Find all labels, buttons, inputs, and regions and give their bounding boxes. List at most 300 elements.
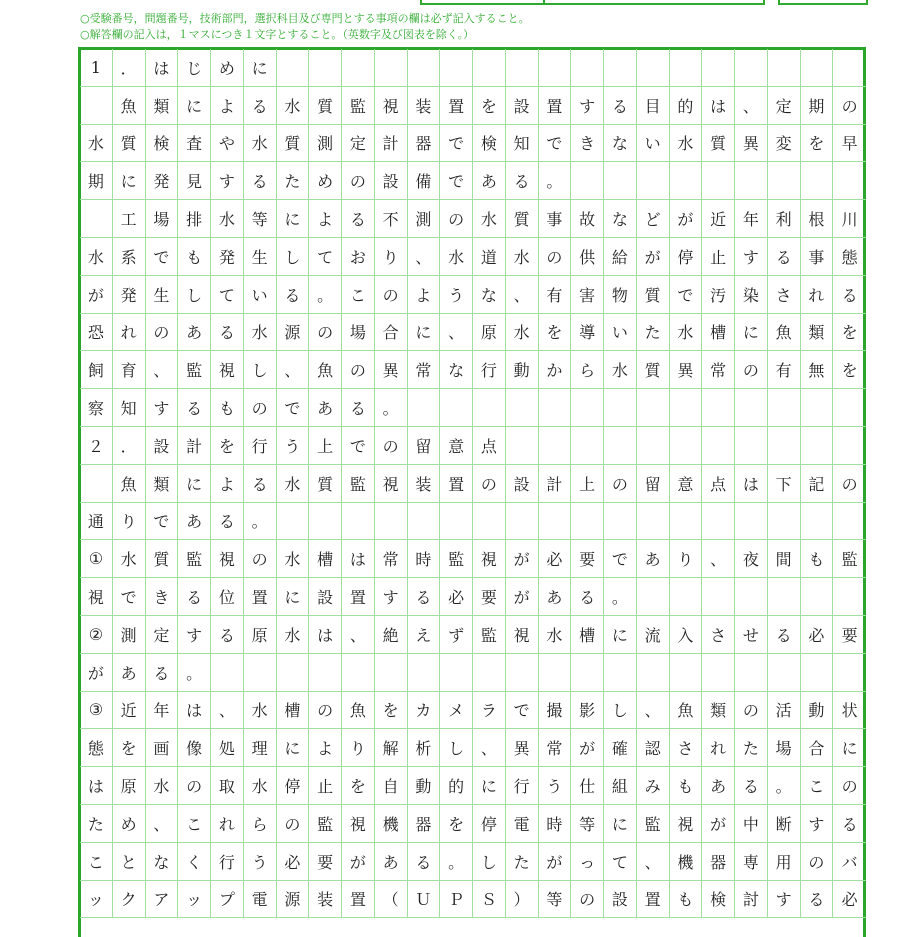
grid-cell[interactable] <box>768 49 801 87</box>
grid-cell[interactable]: 原 <box>244 616 277 654</box>
grid-cell[interactable] <box>801 654 834 692</box>
grid-cell[interactable] <box>571 162 604 200</box>
grid-cell[interactable] <box>342 503 375 541</box>
grid-cell[interactable]: い <box>604 314 637 352</box>
grid-cell[interactable]: し <box>178 276 211 314</box>
grid-cell[interactable]: 水 <box>506 238 539 276</box>
grid-cell[interactable]: 水 <box>539 616 572 654</box>
grid-cell[interactable]: 期 <box>801 87 834 125</box>
grid-cell[interactable]: が <box>80 276 113 314</box>
grid-cell[interactable] <box>473 49 506 87</box>
grid-cell[interactable]: り <box>670 540 703 578</box>
grid-cell[interactable] <box>735 389 768 427</box>
grid-cell[interactable]: 認 <box>637 729 670 767</box>
grid-cell[interactable]: 夜 <box>735 540 768 578</box>
grid-cell[interactable]: の <box>342 162 375 200</box>
grid-cell[interactable]: が <box>80 654 113 692</box>
grid-cell[interactable]: 生 <box>146 276 179 314</box>
grid-cell[interactable]: 、 <box>211 692 244 730</box>
grid-cell[interactable]: 視 <box>80 578 113 616</box>
grid-cell[interactable]: 異 <box>375 351 408 389</box>
grid-cell[interactable]: 水 <box>80 125 113 163</box>
grid-cell[interactable]: 定 <box>768 87 801 125</box>
grid-cell[interactable]: い <box>637 125 670 163</box>
grid-cell[interactable]: よ <box>309 729 342 767</box>
grid-cell[interactable]: 質 <box>637 351 670 389</box>
grid-cell[interactable]: 供 <box>571 238 604 276</box>
grid-cell[interactable]: し <box>244 351 277 389</box>
grid-cell[interactable]: 水 <box>277 87 310 125</box>
grid-cell[interactable]: Ｓ <box>473 881 506 919</box>
grid-cell[interactable]: 川 <box>833 200 866 238</box>
grid-cell[interactable]: 下 <box>768 465 801 503</box>
grid-cell[interactable]: 恐 <box>80 314 113 352</box>
grid-cell[interactable]: 質 <box>146 540 179 578</box>
grid-cell[interactable] <box>571 49 604 87</box>
grid-cell[interactable]: 理 <box>244 729 277 767</box>
grid-cell[interactable]: 停 <box>670 238 703 276</box>
grid-cell[interactable]: 源 <box>277 314 310 352</box>
grid-cell[interactable] <box>637 427 670 465</box>
grid-cell[interactable] <box>244 654 277 692</box>
grid-cell[interactable]: 、 <box>146 805 179 843</box>
grid-cell[interactable]: う <box>277 427 310 465</box>
grid-cell[interactable]: を <box>440 805 473 843</box>
grid-cell[interactable]: 置 <box>539 87 572 125</box>
grid-cell[interactable]: 器 <box>408 125 441 163</box>
grid-cell[interactable]: 不 <box>375 200 408 238</box>
grid-cell[interactable] <box>440 654 473 692</box>
grid-cell[interactable] <box>440 389 473 427</box>
grid-cell[interactable]: 記 <box>801 465 834 503</box>
grid-cell[interactable]: 定 <box>146 616 179 654</box>
grid-cell[interactable]: れ <box>801 276 834 314</box>
grid-cell[interactable]: 魚 <box>113 465 146 503</box>
grid-cell[interactable]: さ <box>702 616 735 654</box>
grid-cell[interactable]: る <box>408 578 441 616</box>
grid-cell[interactable]: る <box>211 616 244 654</box>
grid-cell[interactable]: 知 <box>506 125 539 163</box>
grid-cell[interactable]: し <box>604 692 637 730</box>
grid-cell[interactable]: す <box>211 162 244 200</box>
grid-cell[interactable]: な <box>604 200 637 238</box>
grid-cell[interactable]: の <box>342 351 375 389</box>
grid-cell[interactable]: め <box>309 162 342 200</box>
grid-cell[interactable]: 留 <box>637 465 670 503</box>
grid-cell[interactable]: し <box>277 238 310 276</box>
grid-cell[interactable] <box>735 654 768 692</box>
grid-cell[interactable]: で <box>113 578 146 616</box>
grid-cell[interactable]: の <box>440 200 473 238</box>
grid-cell[interactable]: が <box>506 540 539 578</box>
grid-cell[interactable]: 、 <box>440 314 473 352</box>
grid-cell[interactable] <box>833 578 866 616</box>
grid-cell[interactable]: 水 <box>244 125 277 163</box>
grid-cell[interactable]: る <box>604 87 637 125</box>
grid-cell[interactable]: 活 <box>768 692 801 730</box>
grid-cell[interactable]: 視 <box>342 805 375 843</box>
grid-cell[interactable]: る <box>342 389 375 427</box>
grid-cell[interactable]: が <box>506 578 539 616</box>
grid-cell[interactable] <box>277 654 310 692</box>
grid-cell[interactable]: 置 <box>440 87 473 125</box>
grid-cell[interactable]: て <box>604 843 637 881</box>
grid-cell[interactable]: 監 <box>342 87 375 125</box>
grid-cell[interactable]: ら <box>244 805 277 843</box>
grid-cell[interactable]: る <box>244 87 277 125</box>
grid-cell[interactable]: で <box>342 427 375 465</box>
grid-cell[interactable]: ③ <box>80 692 113 730</box>
grid-cell[interactable]: 装 <box>309 881 342 919</box>
grid-cell[interactable]: 。 <box>539 162 572 200</box>
grid-cell[interactable]: み <box>637 767 670 805</box>
grid-cell[interactable]: 設 <box>604 881 637 919</box>
grid-cell[interactable]: 意 <box>440 427 473 465</box>
grid-cell[interactable]: 魚 <box>113 87 146 125</box>
grid-cell[interactable]: 仕 <box>571 767 604 805</box>
grid-cell[interactable]: あ <box>473 162 506 200</box>
grid-cell[interactable]: 年 <box>146 692 179 730</box>
grid-cell[interactable]: 自 <box>375 767 408 805</box>
grid-cell[interactable]: 計 <box>178 427 211 465</box>
grid-cell[interactable]: 必 <box>801 616 834 654</box>
grid-cell[interactable]: 。 <box>244 503 277 541</box>
grid-cell[interactable] <box>571 654 604 692</box>
grid-cell[interactable]: 常 <box>702 351 735 389</box>
grid-cell[interactable]: 視 <box>375 465 408 503</box>
grid-cell[interactable]: 中 <box>735 805 768 843</box>
grid-cell[interactable]: が <box>702 805 735 843</box>
grid-cell[interactable] <box>702 427 735 465</box>
grid-cell[interactable]: 画 <box>146 729 179 767</box>
grid-cell[interactable]: す <box>375 578 408 616</box>
grid-cell[interactable] <box>604 49 637 87</box>
grid-cell[interactable]: な <box>473 276 506 314</box>
grid-cell[interactable]: め <box>211 49 244 87</box>
grid-cell[interactable]: 水 <box>146 767 179 805</box>
grid-cell[interactable]: 必 <box>539 540 572 578</box>
grid-cell[interactable]: 質 <box>113 125 146 163</box>
grid-cell[interactable] <box>277 503 310 541</box>
grid-cell[interactable]: 事 <box>801 238 834 276</box>
grid-cell[interactable] <box>768 162 801 200</box>
grid-cell[interactable]: 害 <box>571 276 604 314</box>
grid-cell[interactable]: 目 <box>637 87 670 125</box>
grid-cell[interactable]: 機 <box>670 843 703 881</box>
grid-cell[interactable]: に <box>473 767 506 805</box>
grid-cell[interactable]: る <box>244 162 277 200</box>
grid-cell[interactable]: は <box>178 692 211 730</box>
grid-cell[interactable] <box>211 654 244 692</box>
grid-cell[interactable] <box>801 578 834 616</box>
grid-cell[interactable]: 必 <box>440 578 473 616</box>
grid-cell[interactable]: も <box>178 238 211 276</box>
grid-cell[interactable]: の <box>604 465 637 503</box>
grid-cell[interactable]: は <box>342 540 375 578</box>
grid-cell[interactable]: る <box>244 465 277 503</box>
grid-cell[interactable]: ラ <box>473 692 506 730</box>
grid-cell[interactable]: 行 <box>473 351 506 389</box>
grid-cell[interactable]: 態 <box>80 729 113 767</box>
grid-cell[interactable]: 行 <box>506 767 539 805</box>
grid-cell[interactable]: に <box>604 805 637 843</box>
grid-cell[interactable]: な <box>604 125 637 163</box>
grid-cell[interactable] <box>670 654 703 692</box>
grid-cell[interactable]: 常 <box>375 540 408 578</box>
grid-cell[interactable]: か <box>539 351 572 389</box>
grid-cell[interactable]: 測 <box>113 616 146 654</box>
grid-cell[interactable]: さ <box>670 729 703 767</box>
grid-cell[interactable]: い <box>244 276 277 314</box>
grid-cell[interactable]: 類 <box>146 87 179 125</box>
grid-cell[interactable]: 有 <box>768 351 801 389</box>
grid-cell[interactable]: ） <box>506 881 539 919</box>
grid-cell[interactable]: 道 <box>473 238 506 276</box>
grid-cell[interactable]: る <box>833 276 866 314</box>
grid-cell[interactable]: る <box>506 162 539 200</box>
grid-cell[interactable]: 設 <box>506 87 539 125</box>
grid-cell[interactable]: で <box>146 503 179 541</box>
grid-cell[interactable] <box>539 427 572 465</box>
grid-cell[interactable]: 上 <box>309 427 342 465</box>
grid-cell[interactable] <box>670 427 703 465</box>
grid-cell[interactable]: 置 <box>637 881 670 919</box>
grid-cell[interactable]: の <box>244 540 277 578</box>
grid-cell[interactable]: 早 <box>833 125 866 163</box>
grid-cell[interactable]: ． <box>113 49 146 87</box>
grid-cell[interactable]: て <box>309 238 342 276</box>
grid-cell[interactable]: 水 <box>211 200 244 238</box>
grid-cell[interactable]: 水 <box>80 238 113 276</box>
grid-cell[interactable]: 行 <box>211 843 244 881</box>
grid-cell[interactable]: の <box>735 692 768 730</box>
grid-cell[interactable]: の <box>146 314 179 352</box>
grid-cell[interactable]: も <box>670 881 703 919</box>
grid-cell[interactable]: で <box>277 389 310 427</box>
grid-cell[interactable] <box>637 389 670 427</box>
grid-cell[interactable]: 利 <box>768 200 801 238</box>
grid-cell[interactable]: た <box>637 314 670 352</box>
grid-cell[interactable]: 討 <box>735 881 768 919</box>
grid-cell[interactable]: 生 <box>244 238 277 276</box>
grid-cell[interactable]: す <box>146 389 179 427</box>
grid-cell[interactable]: 水 <box>473 200 506 238</box>
grid-cell[interactable]: 監 <box>342 465 375 503</box>
grid-cell[interactable]: 見 <box>178 162 211 200</box>
grid-cell[interactable]: 、 <box>637 843 670 881</box>
grid-cell[interactable]: （ <box>375 881 408 919</box>
grid-cell[interactable]: れ <box>113 314 146 352</box>
grid-cell[interactable] <box>637 503 670 541</box>
grid-cell[interactable] <box>801 427 834 465</box>
grid-cell[interactable]: 場 <box>342 314 375 352</box>
grid-cell[interactable]: た <box>506 843 539 881</box>
grid-cell[interactable]: が <box>637 238 670 276</box>
grid-cell[interactable]: 組 <box>604 767 637 805</box>
grid-cell[interactable]: 水 <box>277 616 310 654</box>
grid-cell[interactable]: 監 <box>833 540 866 578</box>
grid-cell[interactable]: の <box>473 465 506 503</box>
grid-cell[interactable]: は <box>146 49 179 87</box>
grid-cell[interactable]: 魚 <box>768 314 801 352</box>
grid-cell[interactable] <box>833 49 866 87</box>
grid-cell[interactable]: よ <box>211 465 244 503</box>
grid-cell[interactable] <box>702 162 735 200</box>
grid-cell[interactable]: に <box>277 729 310 767</box>
grid-cell[interactable]: り <box>375 238 408 276</box>
grid-cell[interactable] <box>571 427 604 465</box>
grid-cell[interactable]: 、 <box>277 351 310 389</box>
grid-cell[interactable]: 視 <box>211 351 244 389</box>
grid-cell[interactable]: カ <box>408 692 441 730</box>
header-field-middle[interactable] <box>543 0 765 5</box>
grid-cell[interactable]: 電 <box>244 881 277 919</box>
grid-cell[interactable]: る <box>146 654 179 692</box>
grid-cell[interactable] <box>473 654 506 692</box>
grid-cell[interactable]: め <box>113 805 146 843</box>
grid-cell[interactable]: ２ <box>80 427 113 465</box>
grid-cell[interactable]: る <box>408 843 441 881</box>
grid-cell[interactable]: す <box>178 616 211 654</box>
grid-cell[interactable]: 的 <box>440 767 473 805</box>
grid-cell[interactable]: 動 <box>408 767 441 805</box>
grid-cell[interactable]: 水 <box>440 238 473 276</box>
grid-cell[interactable]: よ <box>408 276 441 314</box>
grid-cell[interactable]: に <box>178 465 211 503</box>
grid-cell[interactable]: 水 <box>244 692 277 730</box>
grid-cell[interactable] <box>506 427 539 465</box>
grid-cell[interactable]: 年 <box>735 200 768 238</box>
grid-cell[interactable] <box>768 427 801 465</box>
grid-cell[interactable]: な <box>440 351 473 389</box>
grid-cell[interactable]: こ <box>178 805 211 843</box>
grid-cell[interactable]: の <box>375 276 408 314</box>
grid-cell[interactable]: Ｕ <box>408 881 441 919</box>
grid-cell[interactable]: 確 <box>604 729 637 767</box>
grid-cell[interactable]: あ <box>539 578 572 616</box>
grid-cell[interactable]: 監 <box>440 540 473 578</box>
grid-cell[interactable]: 。 <box>440 843 473 881</box>
grid-cell[interactable] <box>702 654 735 692</box>
grid-cell[interactable]: や <box>211 125 244 163</box>
grid-cell[interactable]: 察 <box>80 389 113 427</box>
grid-cell[interactable]: が <box>670 200 703 238</box>
grid-cell[interactable] <box>440 503 473 541</box>
grid-cell[interactable]: 。 <box>604 578 637 616</box>
grid-cell[interactable]: 監 <box>178 540 211 578</box>
grid-cell[interactable]: 点 <box>702 465 735 503</box>
grid-cell[interactable]: る <box>277 276 310 314</box>
grid-cell[interactable]: と <box>113 843 146 881</box>
grid-cell[interactable]: を <box>211 427 244 465</box>
grid-cell[interactable]: 機 <box>375 805 408 843</box>
grid-cell[interactable]: で <box>440 162 473 200</box>
grid-cell[interactable] <box>768 389 801 427</box>
grid-cell[interactable]: 位 <box>211 578 244 616</box>
grid-cell[interactable]: 検 <box>473 125 506 163</box>
grid-cell[interactable] <box>309 503 342 541</box>
grid-cell[interactable]: あ <box>178 314 211 352</box>
grid-cell[interactable]: 。 <box>178 654 211 692</box>
grid-cell[interactable] <box>375 49 408 87</box>
grid-cell[interactable] <box>702 49 735 87</box>
grid-cell[interactable] <box>670 503 703 541</box>
grid-cell[interactable]: あ <box>375 843 408 881</box>
grid-cell[interactable]: 魚 <box>670 692 703 730</box>
grid-cell[interactable]: の <box>178 767 211 805</box>
grid-cell[interactable]: 槽 <box>571 616 604 654</box>
grid-cell[interactable]: れ <box>211 805 244 843</box>
grid-cell[interactable]: ッ <box>80 881 113 919</box>
grid-cell[interactable]: 定 <box>342 125 375 163</box>
grid-cell[interactable]: 給 <box>604 238 637 276</box>
grid-cell[interactable]: で <box>670 276 703 314</box>
grid-cell[interactable]: る <box>768 238 801 276</box>
grid-cell[interactable]: 止 <box>702 238 735 276</box>
grid-cell[interactable]: に <box>604 616 637 654</box>
grid-cell[interactable] <box>506 49 539 87</box>
grid-cell[interactable]: ず <box>440 616 473 654</box>
grid-cell[interactable]: 発 <box>146 162 179 200</box>
grid-cell[interactable]: あ <box>702 767 735 805</box>
grid-cell[interactable]: 等 <box>539 881 572 919</box>
grid-cell[interactable] <box>670 389 703 427</box>
grid-cell[interactable]: メ <box>440 692 473 730</box>
grid-cell[interactable]: は <box>80 767 113 805</box>
grid-cell[interactable]: の <box>833 767 866 805</box>
grid-cell[interactable]: 監 <box>473 616 506 654</box>
grid-cell[interactable]: な <box>146 843 179 881</box>
grid-cell[interactable] <box>539 389 572 427</box>
grid-cell[interactable]: 水 <box>670 314 703 352</box>
grid-cell[interactable]: 質 <box>277 125 310 163</box>
grid-cell[interactable] <box>440 49 473 87</box>
grid-cell[interactable]: よ <box>211 87 244 125</box>
grid-cell[interactable]: 視 <box>211 540 244 578</box>
grid-cell[interactable]: 設 <box>375 162 408 200</box>
grid-cell[interactable]: 解 <box>375 729 408 767</box>
grid-cell[interactable]: 水 <box>277 465 310 503</box>
grid-cell[interactable]: し <box>440 729 473 767</box>
grid-cell[interactable]: え <box>408 616 441 654</box>
grid-cell[interactable]: 専 <box>735 843 768 881</box>
grid-cell[interactable]: 処 <box>211 729 244 767</box>
grid-cell[interactable] <box>637 49 670 87</box>
grid-cell[interactable]: を <box>539 314 572 352</box>
grid-cell[interactable]: 質 <box>309 87 342 125</box>
grid-cell[interactable]: 質 <box>506 200 539 238</box>
grid-cell[interactable]: 水 <box>670 125 703 163</box>
grid-cell[interactable]: 電 <box>506 805 539 843</box>
grid-cell[interactable]: 装 <box>408 465 441 503</box>
grid-cell[interactable]: 視 <box>375 87 408 125</box>
grid-cell[interactable]: で <box>506 692 539 730</box>
grid-cell[interactable]: れ <box>702 729 735 767</box>
grid-cell[interactable]: ど <box>637 200 670 238</box>
grid-cell[interactable]: 要 <box>571 540 604 578</box>
grid-cell[interactable]: 常 <box>408 351 441 389</box>
grid-cell[interactable] <box>309 654 342 692</box>
grid-cell[interactable]: す <box>801 805 834 843</box>
grid-cell[interactable]: す <box>571 87 604 125</box>
grid-cell[interactable] <box>833 162 866 200</box>
grid-cell[interactable] <box>801 389 834 427</box>
grid-cell[interactable]: 系 <box>113 238 146 276</box>
grid-cell[interactable] <box>506 654 539 692</box>
header-field-left[interactable] <box>420 0 545 5</box>
grid-cell[interactable]: ① <box>80 540 113 578</box>
grid-cell[interactable]: 導 <box>571 314 604 352</box>
